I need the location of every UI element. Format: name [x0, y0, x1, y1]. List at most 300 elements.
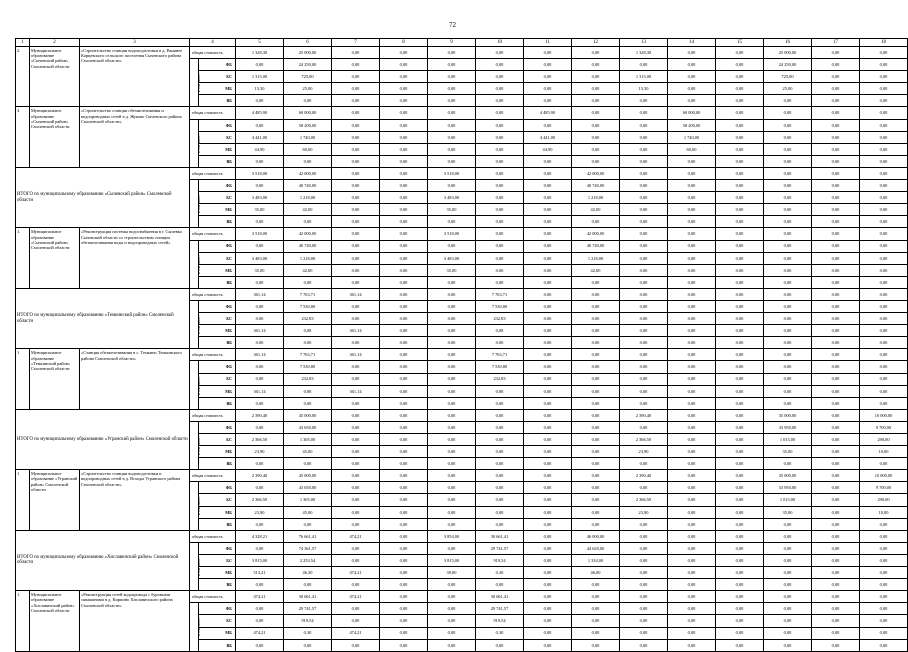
value-cell: 0,00 — [524, 167, 572, 179]
value-cell: 0,00 — [332, 228, 380, 240]
value-cell: 0,00 — [668, 530, 716, 542]
value-cell: 24 250,00 — [284, 59, 332, 71]
project-row — [16, 47, 908, 59]
funding-general-label: общая стоимость — [190, 228, 236, 240]
value-cell: 7 763,71 — [284, 349, 332, 361]
value-cell: 0,00 — [476, 482, 524, 494]
value-cell: 13,30 — [236, 83, 284, 95]
value-cell: 4 441,00 — [524, 131, 572, 143]
header-cell: 7 — [332, 39, 380, 47]
value-cell: 0,00 — [764, 591, 812, 603]
value-cell: 60,00 — [284, 143, 332, 155]
value-cell: 3 518,00 — [428, 167, 476, 179]
value-cell: 0,00 — [236, 337, 284, 349]
value-cell: 0,00 — [620, 276, 668, 288]
value-cell: 0,00 — [428, 385, 476, 397]
value-cell: 0,00 — [476, 71, 524, 83]
value-cell: 35 000,00 — [764, 470, 812, 482]
value-cell: 0,00 — [812, 143, 860, 155]
value-cell: 0,00 — [716, 71, 764, 83]
value-cell: 0,00 — [860, 83, 908, 95]
value-cell: 0,00 — [716, 300, 764, 312]
value-cell: 0,30 — [476, 627, 524, 639]
value-cell: 0,00 — [716, 216, 764, 228]
value-cell: 0,00 — [572, 155, 620, 167]
value-cell: 0,00 — [860, 143, 908, 155]
value-cell: 40 740,00 — [284, 240, 332, 252]
value-cell: 0,00 — [332, 216, 380, 228]
value-cell: 0,00 — [716, 252, 764, 264]
value-cell: 0,00 — [860, 204, 908, 216]
value-cell: 0,00 — [620, 349, 668, 361]
value-cell: 0,00 — [668, 361, 716, 373]
value-cell: 0,00 — [716, 494, 764, 506]
funding-source-label: БС — [199, 373, 236, 385]
value-cell: 46,00 — [572, 567, 620, 579]
value-cell: 0,00 — [332, 615, 380, 627]
value-cell: 0,00 — [668, 409, 716, 421]
value-cell: 0,00 — [572, 119, 620, 131]
value-cell: 0,00 — [764, 615, 812, 627]
value-cell: 3 518,00 — [236, 167, 284, 179]
value-cell: 60 000,00 — [284, 107, 332, 119]
value-cell: 0,00 — [284, 397, 332, 409]
item-number: 3. — [16, 107, 30, 167]
value-cell: 0,00 — [860, 71, 908, 83]
value-cell: 0,00 — [764, 228, 812, 240]
value-cell: 0,00 — [236, 95, 284, 107]
value-cell: 0,00 — [764, 579, 812, 591]
value-cell: 0,00 — [812, 530, 860, 542]
value-cell: 0,00 — [380, 325, 428, 337]
value-cell: 0,00 — [524, 615, 572, 627]
value-cell: 4 328,21 — [236, 530, 284, 542]
value-cell: 0,00 — [284, 458, 332, 470]
value-cell: 0,00 — [428, 458, 476, 470]
value-cell: 0,00 — [332, 506, 380, 518]
value-cell: 0,00 — [668, 446, 716, 458]
value-cell: 0,00 — [812, 385, 860, 397]
value-cell: 0,00 — [860, 95, 908, 107]
value-cell: 0,00 — [524, 337, 572, 349]
value-cell: 0,00 — [380, 603, 428, 615]
value-cell: 25,00 — [764, 83, 812, 95]
value-cell: 0,00 — [860, 119, 908, 131]
value-cell: 474,21 — [236, 591, 284, 603]
value-cell: 0,00 — [428, 276, 476, 288]
value-cell: 0,00 — [476, 252, 524, 264]
value-cell: 0,00 — [380, 240, 428, 252]
funding-source-label: ВБ — [199, 458, 236, 470]
value-cell: 361,14 — [236, 349, 284, 361]
value-cell: 0,00 — [572, 615, 620, 627]
value-cell: 60 000,00 — [668, 107, 716, 119]
value-cell: 0,00 — [620, 288, 668, 300]
value-cell: 0,00 — [620, 252, 668, 264]
value-cell: 45,00 — [284, 506, 332, 518]
funding-source-label: ФБ — [199, 180, 236, 192]
value-cell: 0,00 — [380, 639, 428, 651]
project-name: «Строительство станции обезжелезивания и водопроводных сетей в д. Жуково Сычевского района Смоленской области» — [80, 107, 190, 167]
value-cell: 0,00 — [668, 470, 716, 482]
value-cell: 0,00 — [572, 579, 620, 591]
value-cell: 0,00 — [860, 228, 908, 240]
value-cell: 42 000,00 — [284, 228, 332, 240]
value-cell: 23,90 — [236, 506, 284, 518]
value-cell: 0,08 — [476, 385, 524, 397]
value-cell: 0,00 — [668, 240, 716, 252]
including-label — [190, 300, 199, 348]
value-cell: 0,00 — [620, 180, 668, 192]
value-cell: 2 366,50 — [236, 494, 284, 506]
funding-source-label: БС — [199, 494, 236, 506]
value-cell: 0,00 — [716, 155, 764, 167]
value-cell: 0,00 — [524, 627, 572, 639]
municipality-name: Муниципальное образование «Сычевский район» Смоленской области — [30, 228, 80, 288]
value-cell: 0,00 — [428, 71, 476, 83]
including-text: в том числе: — [196, 73, 201, 93]
value-cell: 0,00 — [620, 119, 668, 131]
value-cell: 0,00 — [668, 567, 716, 579]
value-cell: 24 250,00 — [764, 59, 812, 71]
value-cell: 0,00 — [668, 615, 716, 627]
value-cell: 919,54 — [476, 554, 524, 566]
value-cell: 0,00 — [380, 579, 428, 591]
value-cell: 1 305,00 — [284, 494, 332, 506]
value-cell: 0,00 — [476, 494, 524, 506]
value-cell: 3 483,00 — [236, 252, 284, 264]
value-cell: 0,00 — [284, 276, 332, 288]
value-cell: 0,00 — [524, 119, 572, 131]
value-cell: 3 483,00 — [428, 192, 476, 204]
value-cell: 0,00 — [236, 579, 284, 591]
value-cell: 0,00 — [812, 119, 860, 131]
funding-source-label: ФБ — [199, 421, 236, 433]
value-cell: 0,00 — [764, 542, 812, 554]
funding-general-label: общая стоимость — [190, 349, 236, 361]
value-cell: 0,00 — [620, 95, 668, 107]
value-cell: 35,00 — [764, 446, 812, 458]
value-cell: 0,00 — [380, 506, 428, 518]
value-cell: 40 740,00 — [572, 180, 620, 192]
value-cell: 919,54 — [476, 615, 524, 627]
value-cell: 0,00 — [572, 603, 620, 615]
municipality-name: Муниципальное образование «Хиславичский район» Смоленской области — [30, 591, 80, 651]
value-cell: 0,00 — [716, 349, 764, 361]
value-cell: 725,00 — [764, 71, 812, 83]
value-cell: 30 661,41 — [476, 591, 524, 603]
including-text: в том числе: — [196, 557, 201, 576]
value-cell: 0,00 — [332, 167, 380, 179]
funding-source-label: ФБ — [199, 482, 236, 494]
value-cell: 0,00 — [428, 325, 476, 337]
value-cell: 0,00 — [860, 542, 908, 554]
value-cell: 0,00 — [236, 518, 284, 530]
value-cell: 0,00 — [428, 361, 476, 373]
value-cell: 0,00 — [620, 373, 668, 385]
value-cell: 0,00 — [380, 83, 428, 95]
value-cell: 0,00 — [236, 542, 284, 554]
value-cell: 10 000,00 — [860, 409, 908, 421]
value-cell: 58 200,00 — [668, 119, 716, 131]
value-cell: 29 741,57 — [284, 603, 332, 615]
value-cell: 0,00 — [572, 361, 620, 373]
value-cell: 0,00 — [380, 542, 428, 554]
value-cell: 0,00 — [572, 409, 620, 421]
value-cell: 0,00 — [524, 83, 572, 95]
value-cell: 0,00 — [716, 143, 764, 155]
value-cell: 0,00 — [380, 300, 428, 312]
value-cell: 0,00 — [332, 470, 380, 482]
value-cell: 0,00 — [860, 155, 908, 167]
value-cell: 9 700,00 — [860, 421, 908, 433]
value-cell: 45,00 — [284, 446, 332, 458]
value-cell: 0,00 — [332, 458, 380, 470]
value-cell: 0,00 — [764, 192, 812, 204]
value-cell: 0,00 — [380, 131, 428, 143]
value-cell: 0,00 — [428, 240, 476, 252]
value-cell: 0,00 — [812, 494, 860, 506]
funding-source-label: БС — [199, 434, 236, 446]
item-number: 2. — [16, 47, 30, 107]
value-cell: 0,00 — [380, 337, 428, 349]
value-cell: 0,00 — [812, 252, 860, 264]
value-cell: 30 661,41 — [284, 591, 332, 603]
value-cell: 0,00 — [428, 155, 476, 167]
value-cell: 0,00 — [668, 421, 716, 433]
value-cell: 0,00 — [428, 421, 476, 433]
value-cell: 0,00 — [332, 240, 380, 252]
value-cell: 232,83 — [476, 373, 524, 385]
value-cell: 0,00 — [620, 325, 668, 337]
value-cell: 0,00 — [668, 506, 716, 518]
funding-source-label: ФБ — [199, 240, 236, 252]
value-cell: 0,00 — [716, 59, 764, 71]
value-cell: 0,00 — [332, 47, 380, 59]
value-cell: 46 000,00 — [572, 530, 620, 542]
value-cell: 0,00 — [236, 361, 284, 373]
value-cell: 44,90 — [524, 143, 572, 155]
value-cell: 474,21 — [236, 627, 284, 639]
value-cell: 0,00 — [572, 131, 620, 143]
header-cell: 9 — [428, 39, 476, 47]
value-cell: 0,00 — [476, 579, 524, 591]
value-cell: 43 650,00 — [284, 482, 332, 494]
municipality-name: Муниципальное образование «Сычевский район» Смоленской области — [30, 107, 80, 167]
value-cell: 7 530,80 — [476, 361, 524, 373]
value-cell: 0,00 — [860, 579, 908, 591]
value-cell: 0,00 — [716, 95, 764, 107]
value-cell: 0,00 — [524, 288, 572, 300]
value-cell: 33 950,00 — [764, 421, 812, 433]
value-cell: 0,00 — [764, 143, 812, 155]
funding-source-label: ВБ — [199, 397, 236, 409]
value-cell: 0,00 — [380, 554, 428, 566]
value-cell: 0,00 — [380, 71, 428, 83]
value-cell: 0,00 — [236, 603, 284, 615]
value-cell: 0,00 — [332, 313, 380, 325]
including-text: в том числе: — [196, 194, 201, 214]
value-cell: 0,00 — [332, 409, 380, 421]
funding-source-label: БС — [199, 192, 236, 204]
value-cell: 0,00 — [812, 47, 860, 59]
value-cell: 0,00 — [572, 71, 620, 83]
value-cell: 0,00 — [860, 240, 908, 252]
including-text: в том числе: — [196, 315, 201, 335]
value-cell: 1 015,00 — [764, 434, 812, 446]
value-cell: 29 741,57 — [476, 542, 524, 554]
value-cell: 0,00 — [572, 421, 620, 433]
value-cell: 0,00 — [716, 228, 764, 240]
value-cell: 0,08 — [284, 385, 332, 397]
value-cell: 0,00 — [332, 397, 380, 409]
value-cell: 0,00 — [716, 434, 764, 446]
value-cell: 45 000,00 — [284, 409, 332, 421]
including-label — [190, 421, 199, 469]
value-cell: 0,00 — [476, 204, 524, 216]
value-cell: 0,00 — [524, 276, 572, 288]
value-cell: 0,00 — [476, 180, 524, 192]
value-cell: 0,00 — [572, 59, 620, 71]
value-cell: 0,00 — [812, 421, 860, 433]
value-cell: 0,08 — [284, 325, 332, 337]
value-cell: 361,14 — [236, 325, 284, 337]
funding-source-label: МБ — [199, 567, 236, 579]
value-cell: 0,00 — [524, 397, 572, 409]
value-cell: 0,00 — [716, 83, 764, 95]
value-cell: 0,00 — [812, 615, 860, 627]
value-cell: 0,00 — [380, 615, 428, 627]
value-cell: 0,00 — [236, 300, 284, 312]
value-cell: 0,00 — [380, 591, 428, 603]
funding-general-label: общая стоимость — [190, 288, 236, 300]
value-cell: 1 218,00 — [572, 192, 620, 204]
value-cell: 0,00 — [524, 325, 572, 337]
value-cell: 7 530,80 — [284, 300, 332, 312]
value-cell: 0,00 — [668, 180, 716, 192]
value-cell: 0,00 — [524, 192, 572, 204]
value-cell: 0,00 — [284, 95, 332, 107]
funding-general-label: общая стоимость — [190, 591, 236, 603]
value-cell: 0,00 — [380, 434, 428, 446]
value-cell: 0,00 — [620, 192, 668, 204]
value-cell: 0,00 — [380, 361, 428, 373]
value-cell: 0,00 — [812, 59, 860, 71]
funding-source-label: БС — [199, 615, 236, 627]
value-cell: 3 483,00 — [428, 252, 476, 264]
value-cell: 40 740,00 — [284, 180, 332, 192]
value-cell: 0,00 — [236, 240, 284, 252]
project-row — [16, 349, 908, 361]
value-cell: 0,00 — [332, 494, 380, 506]
header-cell: 1 — [16, 39, 30, 47]
value-cell: 0,00 — [476, 83, 524, 95]
value-cell: 0,00 — [860, 325, 908, 337]
value-cell: 474,21 — [332, 627, 380, 639]
value-cell: 0,00 — [380, 446, 428, 458]
total-row — [16, 288, 908, 300]
value-cell: 0,00 — [380, 627, 428, 639]
value-cell: 0,00 — [572, 627, 620, 639]
value-cell: 0,00 — [428, 300, 476, 312]
value-cell: 0,00 — [812, 434, 860, 446]
value-cell: 0,00 — [380, 458, 428, 470]
including-text: в том числе: — [196, 133, 201, 153]
municipality-name: Муниципальное образование «Темкинский район» Смоленской области — [30, 349, 80, 409]
value-cell: 7 763,71 — [284, 288, 332, 300]
value-cell: 7 530,80 — [476, 300, 524, 312]
value-cell: 0,00 — [428, 603, 476, 615]
including-label — [190, 180, 199, 228]
funding-source-label: БС — [199, 252, 236, 264]
value-cell: 0,00 — [812, 325, 860, 337]
value-cell: 0,00 — [380, 228, 428, 240]
value-cell: 0,00 — [332, 264, 380, 276]
value-cell: 0,00 — [764, 264, 812, 276]
value-cell: 0,00 — [428, 518, 476, 530]
value-cell: 0,00 — [668, 434, 716, 446]
value-cell: 0,00 — [764, 95, 812, 107]
value-cell: 0,00 — [668, 542, 716, 554]
value-cell: 0,00 — [572, 47, 620, 59]
value-cell: 0,00 — [812, 71, 860, 83]
value-cell: 0,00 — [716, 458, 764, 470]
value-cell: 0,00 — [620, 530, 668, 542]
including-text: в том числе: — [196, 496, 201, 516]
value-cell: 0,00 — [812, 409, 860, 421]
value-cell: 0,00 — [812, 349, 860, 361]
value-cell: 0,00 — [620, 639, 668, 651]
value-cell: 0,00 — [716, 47, 764, 59]
value-cell: 0,00 — [572, 95, 620, 107]
funding-source-label: ВБ — [199, 337, 236, 349]
value-cell: 0,00 — [668, 216, 716, 228]
value-cell: 0,00 — [380, 482, 428, 494]
value-cell: 42,00 — [572, 264, 620, 276]
value-cell: 4 441,00 — [236, 131, 284, 143]
value-cell: 0,00 — [428, 95, 476, 107]
value-cell: 0,00 — [668, 95, 716, 107]
funding-general-label: общая стоимость — [190, 409, 236, 421]
value-cell: 0,00 — [620, 228, 668, 240]
value-cell: 0,00 — [428, 482, 476, 494]
value-cell: 0,00 — [236, 313, 284, 325]
including-label — [190, 482, 199, 530]
value-cell: 0,00 — [524, 349, 572, 361]
value-cell: 0,00 — [860, 397, 908, 409]
table-body — [16, 39, 908, 652]
header-cell: 11 — [524, 39, 572, 47]
value-cell: 23,90 — [620, 446, 668, 458]
value-cell: 0,00 — [236, 155, 284, 167]
header-cell: 3 — [80, 39, 190, 47]
value-cell: 0,00 — [716, 518, 764, 530]
value-cell: 10,00 — [860, 446, 908, 458]
value-cell: 0,00 — [716, 542, 764, 554]
value-cell: 0,00 — [380, 518, 428, 530]
value-cell: 0,00 — [668, 518, 716, 530]
value-cell: 0,00 — [764, 373, 812, 385]
value-cell: 0,00 — [764, 554, 812, 566]
value-cell: 0,00 — [332, 482, 380, 494]
value-cell: 0,00 — [620, 567, 668, 579]
value-cell: 0,00 — [236, 482, 284, 494]
value-cell: 0,00 — [572, 337, 620, 349]
value-cell: 0,00 — [572, 470, 620, 482]
funding-source-label: ВБ — [199, 639, 236, 651]
value-cell: 0,00 — [764, 252, 812, 264]
value-cell: 0,00 — [860, 458, 908, 470]
